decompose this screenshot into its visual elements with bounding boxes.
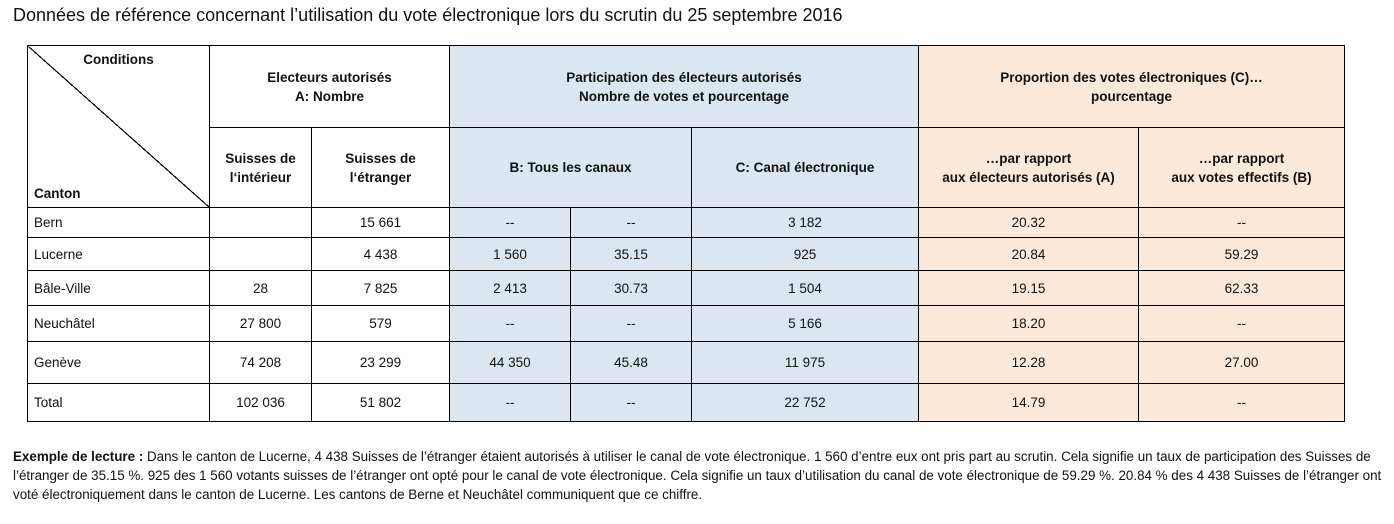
header-col-interieur-line1: Suisses de bbox=[225, 150, 296, 166]
table-row bbox=[28, 342, 1345, 384]
cell-canton: Bâle-Ville bbox=[28, 271, 210, 306]
cell-pct-a: 18.20 bbox=[919, 306, 1139, 342]
cell-pct-a: 12.28 bbox=[919, 342, 1139, 384]
cell-b-nombre-total: -- bbox=[450, 384, 571, 422]
header-group-a-line1: Electeurs autorisés bbox=[267, 69, 392, 85]
header-col-pct-a bbox=[919, 128, 1139, 208]
header-col-pct-b bbox=[1139, 128, 1345, 208]
cell-pct-b: 27.00 bbox=[1139, 342, 1345, 384]
cell-pct-b: 62.33 bbox=[1139, 271, 1345, 306]
cell-pct-b-total: -- bbox=[1139, 384, 1345, 422]
header-col-interieur-line2: l‘intérieur bbox=[229, 169, 292, 185]
header-col-etranger-line2: l‘étranger bbox=[349, 169, 412, 185]
cell-c: 11 975 bbox=[692, 342, 919, 384]
header-col-electronique: C: Canal électronique bbox=[692, 128, 919, 208]
cell-interieur bbox=[210, 238, 312, 271]
cell-b-nombre: 1 560 bbox=[450, 238, 571, 271]
cell-etranger: 4 438 bbox=[312, 238, 450, 271]
cell-etranger: 15 661 bbox=[312, 208, 450, 238]
cell-b-pct: -- bbox=[571, 306, 692, 342]
reading-example-label: Exemple de lecture : bbox=[13, 449, 144, 464]
cell-canton: Lucerne bbox=[28, 238, 210, 271]
header-group-c bbox=[919, 46, 1345, 128]
cell-pct-a: 19.15 bbox=[919, 271, 1139, 306]
cell-pct-b: 59.29 bbox=[1139, 238, 1345, 271]
total-row bbox=[28, 384, 1345, 422]
cell-b-nombre: 44 350 bbox=[450, 342, 571, 384]
cell-canton: Bern bbox=[28, 208, 210, 238]
cell-canton: Genève bbox=[28, 342, 210, 384]
header-corner bbox=[28, 46, 210, 208]
cell-etranger-total: 51 802 bbox=[312, 384, 450, 422]
header-col-etranger bbox=[312, 128, 450, 208]
cell-b-pct-total: -- bbox=[571, 384, 692, 422]
page-title: Données de référence concernant l’utilisation du vote électronique lors du scrutin du 25 septembre 2016 bbox=[13, 5, 843, 25]
cell-interieur bbox=[210, 208, 312, 238]
data-table bbox=[27, 45, 1345, 422]
cell-c: 1 504 bbox=[692, 271, 919, 306]
cell-etranger: 7 825 bbox=[312, 271, 450, 306]
cell-pct-a: 20.84 bbox=[919, 238, 1139, 271]
cell-canton: Neuchâtel bbox=[28, 306, 210, 342]
cell-interieur: 74 208 bbox=[210, 342, 312, 384]
header-group-a-line2: A: Nombre bbox=[294, 88, 364, 104]
header-group-b-line1: Participation des électeurs autorisés bbox=[566, 69, 802, 85]
cell-b-pct: -- bbox=[571, 208, 692, 238]
cell-interieur-total: 102 036 bbox=[210, 384, 312, 422]
cell-pct-b: -- bbox=[1139, 306, 1345, 342]
table-row bbox=[28, 208, 1345, 238]
cell-b-nombre: -- bbox=[450, 306, 571, 342]
cell-c: 5 166 bbox=[692, 306, 919, 342]
header-group-c-line2: pourcentage bbox=[1091, 88, 1173, 104]
cell-canton-total: Total bbox=[28, 384, 210, 422]
cell-c: 925 bbox=[692, 238, 919, 271]
header-group-b-line2: Nombre de votes et pourcentage bbox=[578, 88, 790, 104]
cell-interieur: 27 800 bbox=[210, 306, 312, 342]
header-conditions: Conditions bbox=[83, 52, 154, 67]
cell-pct-b: -- bbox=[1139, 208, 1345, 238]
cell-b-pct: 45.48 bbox=[571, 342, 692, 384]
header-group-a bbox=[210, 46, 450, 128]
reading-example bbox=[13, 447, 1388, 504]
header-group-c-line1: Proportion des votes électroniques (C)… bbox=[1000, 69, 1263, 85]
table-row bbox=[28, 271, 1345, 306]
cell-pct-a-total: 14.79 bbox=[919, 384, 1139, 422]
header-col-pct-a-line2: aux électeurs autorisés (A) bbox=[942, 169, 1115, 185]
cell-b-nombre: 2 413 bbox=[450, 271, 571, 306]
header-col-pct-a-line1: …par rapport bbox=[985, 150, 1072, 166]
reading-example-text: Dans le canton de Lucerne, 4 438 Suisses de l’étranger étaient autorisés à utiliser le canal de vote électronique. 1 560 d’entre eux ont pris part au scrutin. Cela signifie un taux de participation des Suisses de l’étranger de 35.15 %. 925 des 1 560 votants suisses de l’étranger ont opté pour le canal de vote électronique. Cela signifie un taux d’utilisation du canal de vote électronique de 59.29 %. 20.84 % des 4 438 Suisses de l’étranger ont voté électroniquement dans le canton de Lucerne. Les cantons de Berne et Neuchâtel communiquent que ce chiffre. bbox=[13, 449, 1382, 502]
header-col-pct-b-line1: …par rapport bbox=[1198, 150, 1285, 166]
header-group-b bbox=[450, 46, 919, 128]
cell-etranger: 579 bbox=[312, 306, 450, 342]
cell-pct-a: 20.32 bbox=[919, 208, 1139, 238]
cell-interieur: 28 bbox=[210, 271, 312, 306]
cell-b-pct: 30.73 bbox=[571, 271, 692, 306]
cell-b-pct: 35.15 bbox=[571, 238, 692, 271]
table-row bbox=[28, 306, 1345, 342]
cell-b-nombre: -- bbox=[450, 208, 571, 238]
header-col-etranger-line1: Suisses de bbox=[345, 150, 416, 166]
cell-c-total: 22 752 bbox=[692, 384, 919, 422]
header-col-interieur bbox=[210, 128, 312, 208]
cell-c: 3 182 bbox=[692, 208, 919, 238]
header-col-pct-b-line2: aux votes effectifs (B) bbox=[1171, 169, 1312, 185]
table-row bbox=[28, 238, 1345, 271]
header-col-tous: B: Tous les canaux bbox=[450, 128, 692, 208]
cell-etranger: 23 299 bbox=[312, 342, 450, 384]
header-canton: Canton bbox=[34, 186, 81, 201]
